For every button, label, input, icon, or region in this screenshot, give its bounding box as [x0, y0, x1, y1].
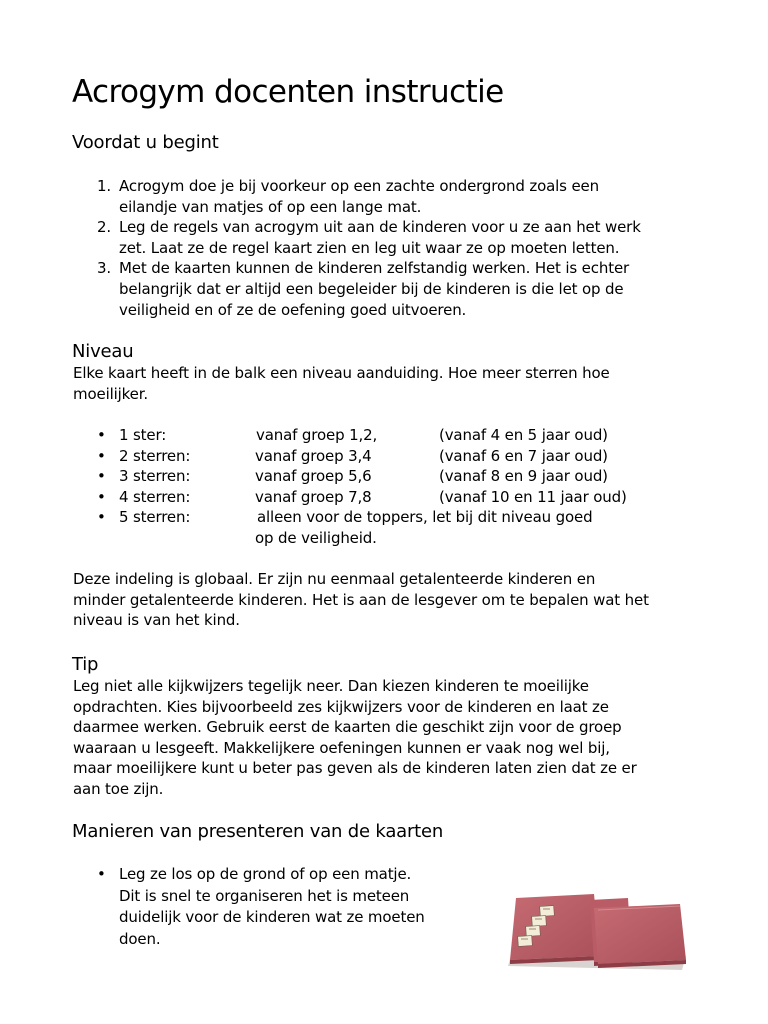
- list-number: 3.: [97, 259, 112, 278]
- niveau-intro: [73, 363, 703, 404]
- paragraph-line: Leg niet alle kijkwijzers tegelijk neer. Dan kiezen kinderen te moeilijke: [73, 677, 589, 695]
- list-number: 2.: [97, 218, 112, 237]
- bullet-icon: •: [97, 508, 106, 527]
- level-list: [73, 425, 713, 549]
- list-text: doen.: [119, 929, 161, 948]
- level-group: op de veiligheid.: [255, 528, 377, 547]
- level-age: (vanaf 10 en 11 jaar oud): [439, 487, 627, 506]
- list-text: belangrijk dat er altijd een begeleider bij de kinderen is die let op de: [119, 279, 624, 298]
- preparation-list: [73, 176, 693, 320]
- level-stars: 3 sterren:: [119, 467, 191, 486]
- list-number: 1.: [97, 177, 112, 195]
- list-text: eilandje van matjes of op een lange mat.: [119, 197, 422, 216]
- paragraph-line: aan toe zijn.: [73, 779, 164, 798]
- level-group: vanaf groep 1,2,: [256, 426, 378, 444]
- paragraph-line: maar moeilijkere kunt u beter pas geven als de kinderen laten zien dat ze er: [73, 759, 637, 778]
- mat-shape: [510, 894, 600, 964]
- paragraph-line: daarmee werken. Gebruik eerst de kaarten die geschikt zijn voor de groep: [73, 718, 622, 737]
- level-item: [73, 487, 713, 508]
- list-text: duidelijk voor de kinderen wat ze moeten: [119, 908, 425, 926]
- level-group: alleen voor de toppers, let bij dit niveau goed: [257, 508, 593, 527]
- bullet-icon: •: [97, 487, 106, 506]
- level-group: vanaf groep 7,8: [255, 487, 372, 506]
- presentation-list: [73, 864, 493, 950]
- paragraph-line: Elke kaart heeft in de balk een niveau aanduiding. Hoe meer sterren hoe: [73, 364, 610, 382]
- niveau-outro: [73, 569, 703, 631]
- paragraph-line: minder getalenteerde kinderen. Het is aan de lesgever om te bepalen wat het: [73, 590, 649, 609]
- bullet-icon: •: [97, 446, 106, 465]
- level-group: vanaf groep 5,6: [255, 467, 372, 486]
- list-text: Leg ze los op de grond of op een matje.: [119, 865, 412, 883]
- heading-manieren: Manieren van presenteren van de kaarten: [72, 821, 444, 842]
- level-stars: 1 ster:: [119, 426, 167, 444]
- list-text: Acrogym doe je bij voorkeur op een zachte ondergrond zoals een: [119, 177, 599, 195]
- level-age: (vanaf 4 en 5 jaar oud): [439, 426, 608, 444]
- heading-tip: Tip: [72, 654, 99, 675]
- level-age: (vanaf 8 en 9 jaar oud): [439, 467, 608, 486]
- list-item: [73, 864, 493, 950]
- list-text: zet. Laat ze de regel kaart zien en leg uit waar ze op moeten letten.: [119, 238, 620, 257]
- paragraph-line: niveau is van het kind.: [73, 611, 240, 630]
- bullet-icon: •: [97, 865, 106, 883]
- bullet-icon: •: [97, 426, 106, 444]
- document-title: Acrogym docenten instructie: [72, 74, 504, 110]
- list-item: [73, 176, 693, 217]
- list-text: Met de kaarten kunnen de kinderen zelfstandig werken. Het is echter: [119, 259, 630, 278]
- level-stars: 2 sterren:: [119, 446, 191, 465]
- list-text: Dit is snel te organiseren het is meteen: [119, 886, 410, 905]
- level-item: [73, 446, 713, 467]
- list-item: [73, 217, 693, 258]
- level-stars: 5 sterren:: [119, 508, 191, 527]
- list-text: Leg de regels van acrogym uit aan de kinderen voor u ze aan het werk: [119, 218, 641, 237]
- mats-with-cards-photo: [490, 880, 690, 972]
- paragraph-line: waaraan u lesgeeft. Makkelijkere oefeningen kunnen er vaak nog wel bij,: [73, 738, 610, 757]
- level-age: (vanaf 6 en 7 jaar oud): [439, 446, 608, 465]
- paragraph-line: Deze indeling is globaal. Er zijn nu eenmaal getalenteerde kinderen en: [73, 570, 596, 588]
- level-group: vanaf groep 3,4: [255, 446, 372, 465]
- heading-niveau: Niveau: [72, 341, 134, 362]
- mat-shape: [594, 904, 686, 968]
- bullet-icon: •: [97, 467, 106, 486]
- list-text: veiligheid en of ze de oefening goed uitvoeren.: [119, 300, 467, 319]
- heading-voordat-u-begint: Voordat u begint: [72, 132, 219, 153]
- level-stars: 4 sterren:: [119, 487, 191, 506]
- paragraph-line: moeilijker.: [73, 384, 148, 403]
- level-item: [73, 466, 713, 487]
- list-item: [73, 258, 693, 320]
- level-item: [73, 507, 713, 548]
- level-item: [73, 425, 713, 446]
- paragraph-line: opdrachten. Kies bijvoorbeeld zes kijkwijzers voor de kinderen en laat ze: [73, 697, 609, 716]
- tip-paragraph: [73, 676, 703, 800]
